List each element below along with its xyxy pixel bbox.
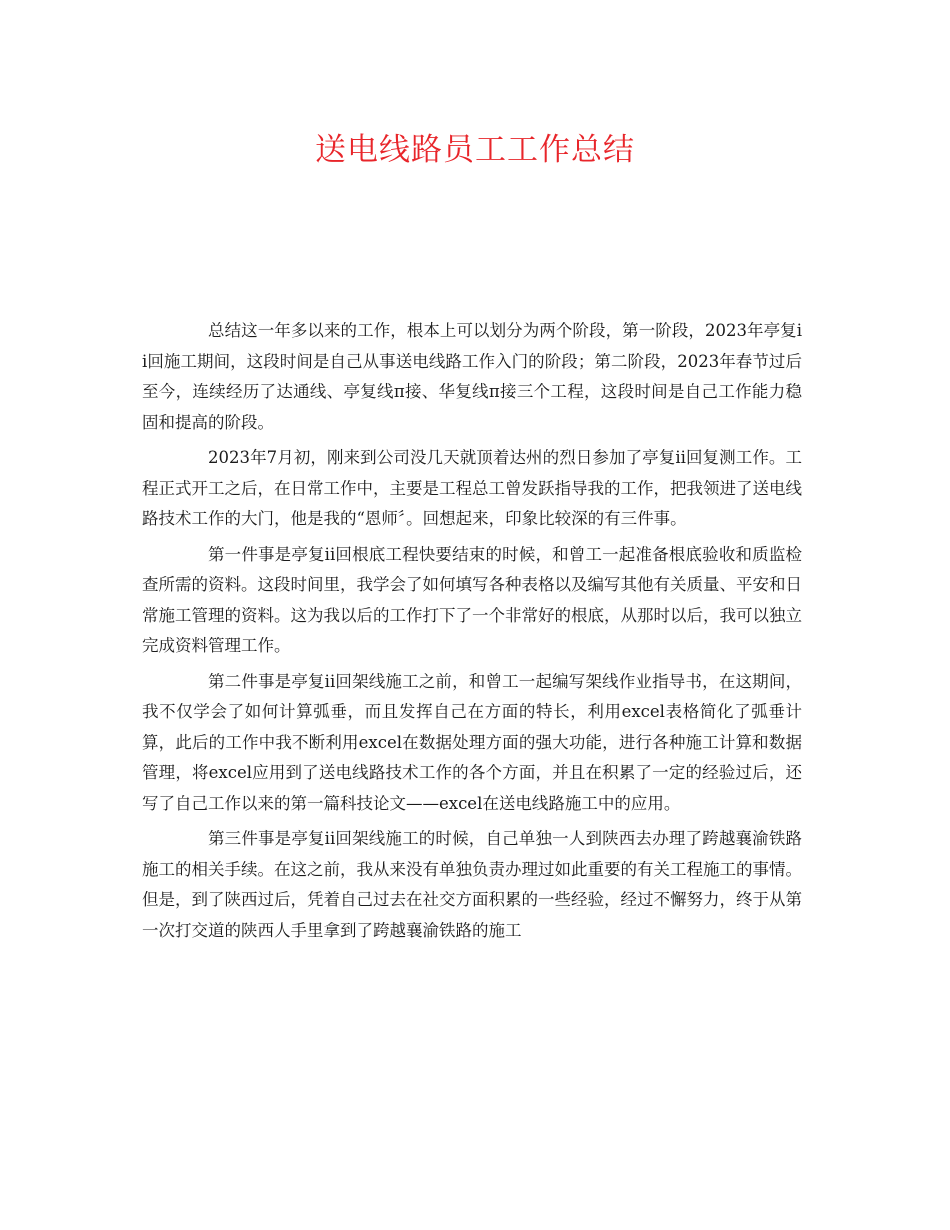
document-title: 送电线路员工工作总结 xyxy=(315,132,635,168)
document-body xyxy=(142,316,802,951)
paragraph-4: 第二件事是亭复ii回架线施工之前，和曾工一起编写架线作业指导书，在这期间，我不仅学会了如何计算弧垂，而且发挥自己在方面的特长，利用excel表格简化了弧垂计算，此后的工作中我不断利用excel在数据处理方面的强大功能，进行各种施工计算和数据管理，将excel应用到了送电线路技术工作的各个方面，并且在积累了一定的经验过后，还写了自己工作以来的第一篇科技论文——excel在送电线路施工中的应用。 xyxy=(142,671,802,813)
paragraph-1: 总结这一年多以来的工作，根本上可以划分为两个阶段，第一阶段，2023年亭复ii回施工期间，这段时间是自己从事送电线路工作入门的阶段；第二阶段，2023年春节过后至今，连续经历了达通线、亭复线π接、华复线π接三个工程，这段时间是自己工作能力稳固和提高的阶段。 xyxy=(142,321,802,432)
paragraph-2: 2023年7月初，刚来到公司没几天就顶着达州的烈日参加了亭复ii回复测工作。工程正式开工之后，在日常工作中，主要是工程总工曾发跃指导我的工作，把我领进了送电线路技术工作的大门，他是我的“恩师〞。回想起来，印象比较深的有三件事。 xyxy=(142,448,802,528)
paragraph-3: 第一件事是亭复ii回根底工程快要结束的时候，和曾工一起准备根底验收和质监检查所需的资料。这段时间里，我学会了如何填写各种表格以及编写其他有关质量、平安和日常施工管理的资料。这为我以后的工作打下了一个非常好的根底，从那时以后，我可以独立完成资料管理工作。 xyxy=(142,544,802,655)
paragraph-5: 第三件事是亭复ii回架线施工的时候，自己单独一人到陕西去办理了跨越襄渝铁路施工的相关手续。在这之前，我从来没有单独负责办理过如此重要的有关工程施工的事情。但是，到了陕西过后，凭着自己过去在社交方面积累的一些经验，经过不懈努力，终于从第一次打交道的陕西人手里拿到了跨越襄渝铁路的施工 xyxy=(142,829,802,940)
